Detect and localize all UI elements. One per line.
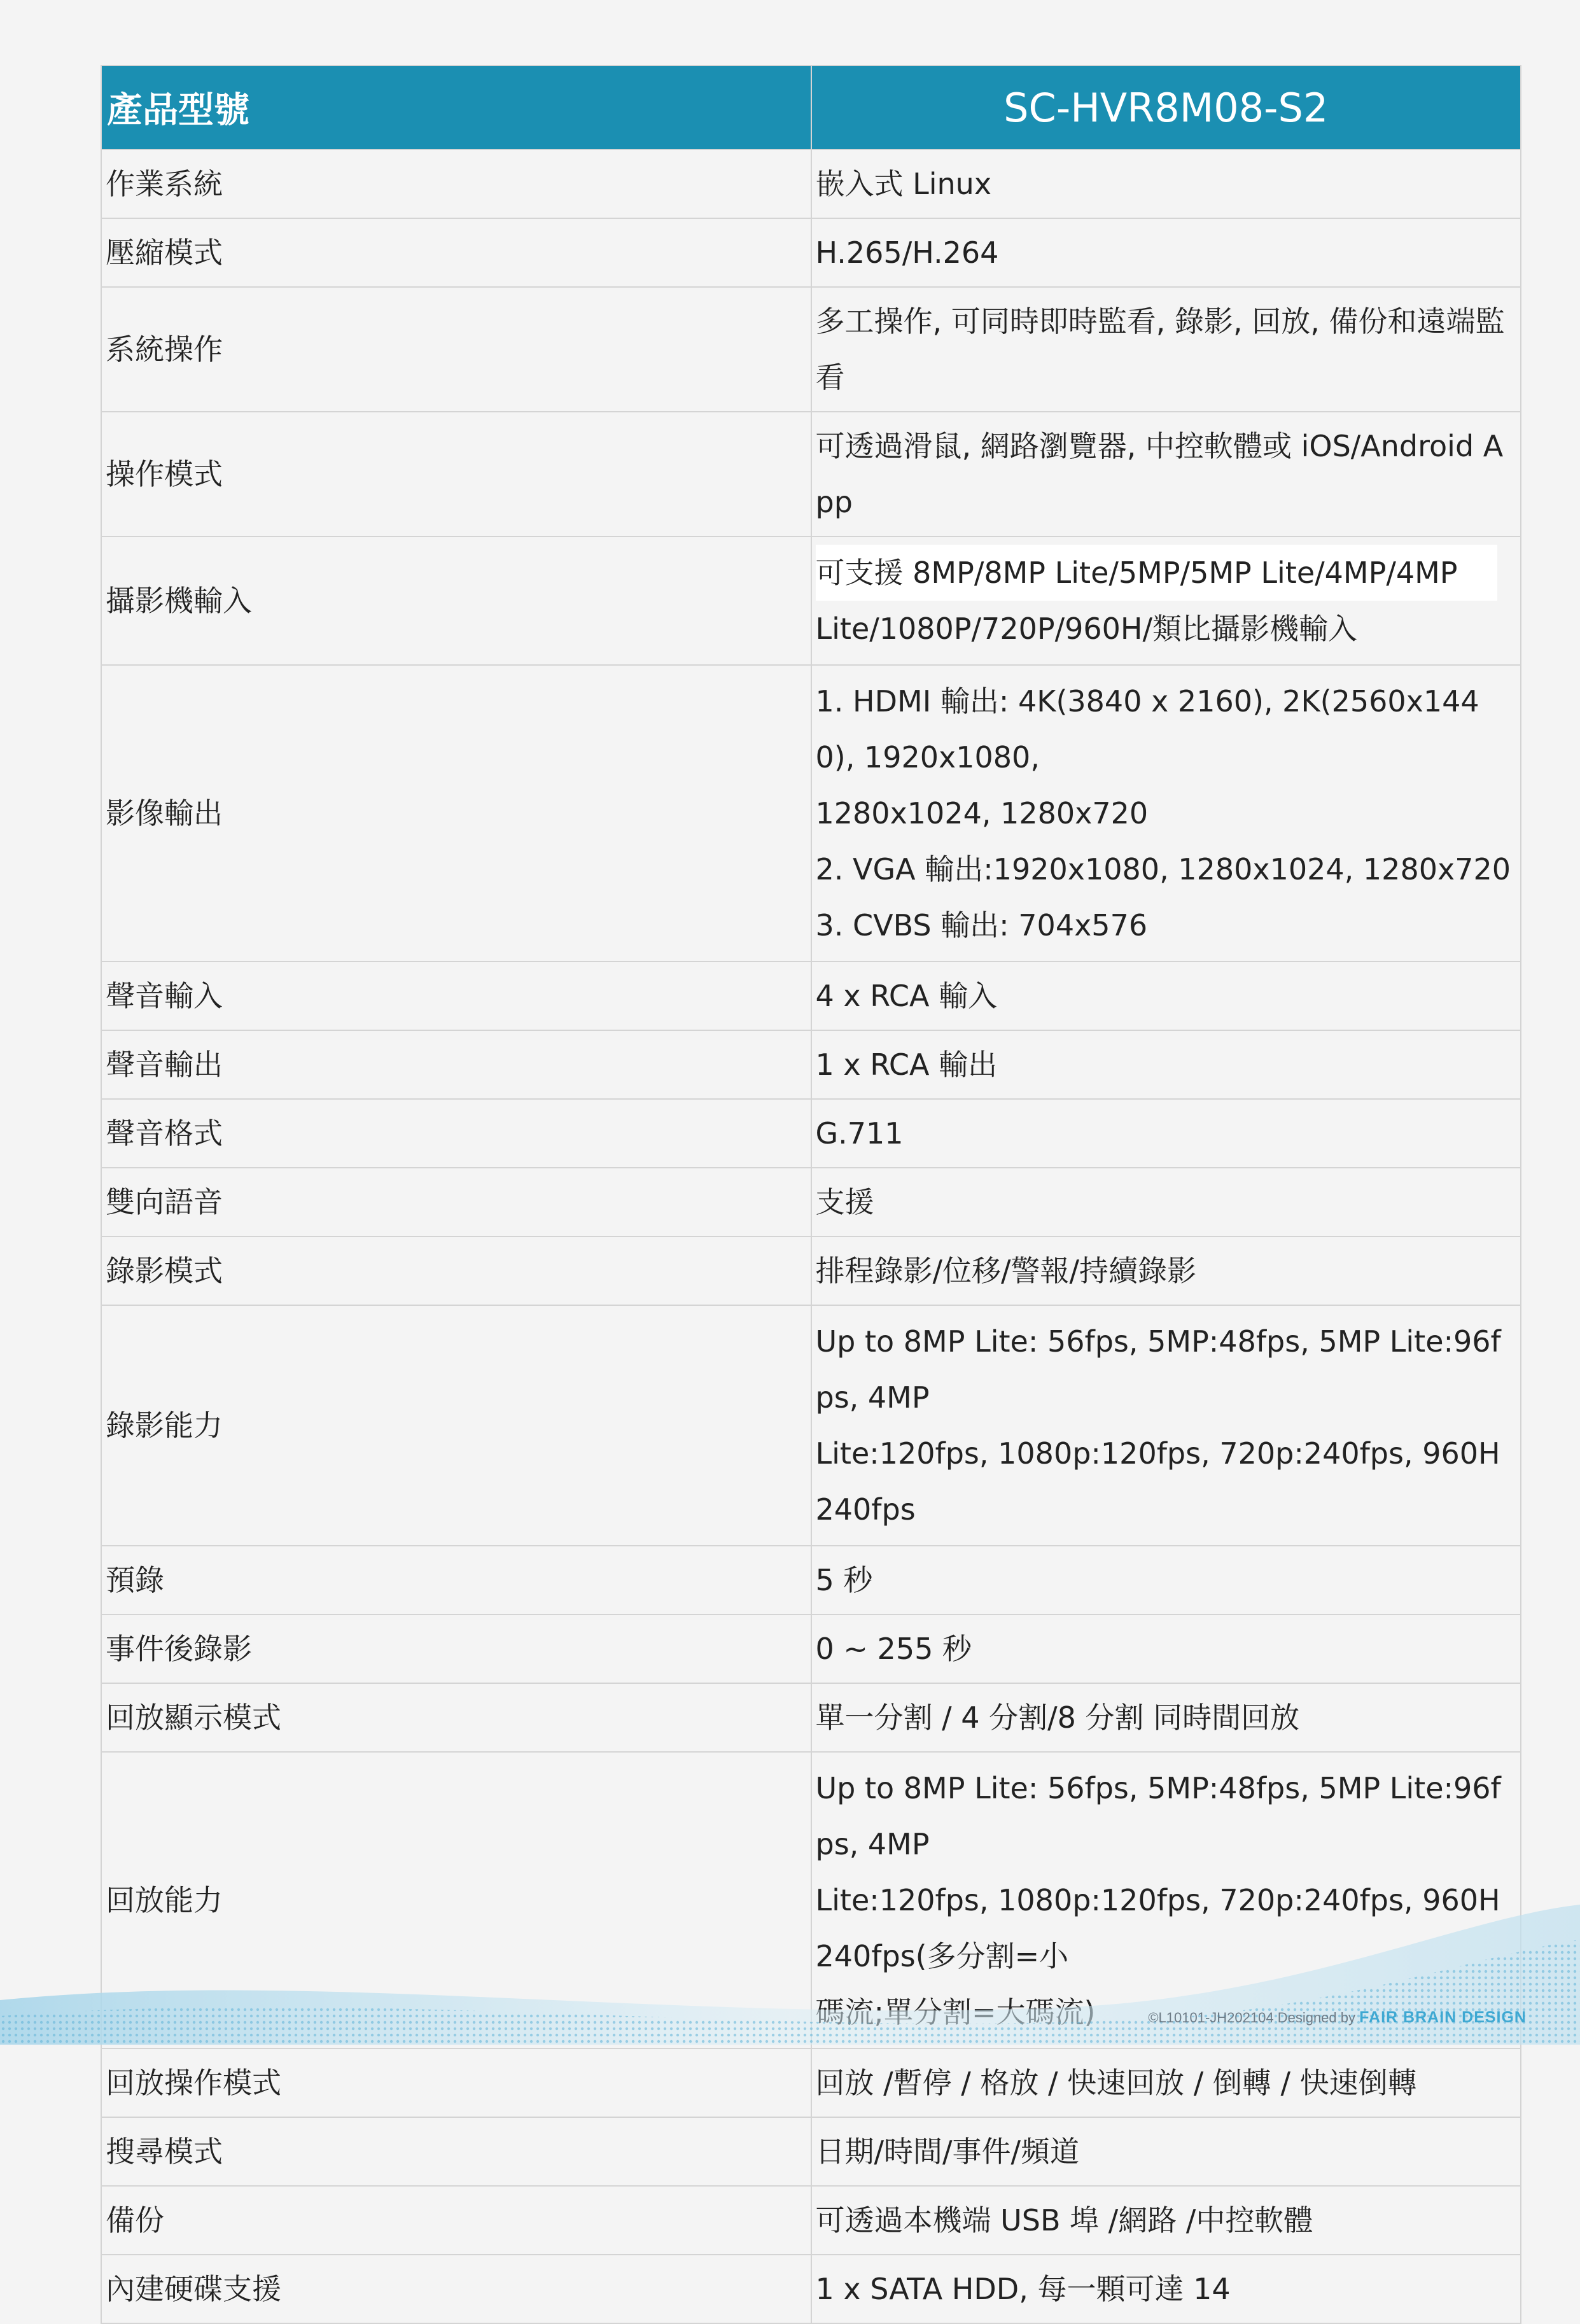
spec-value-line: 5 秒	[815, 1563, 873, 1597]
spec-value	[811, 1236, 1521, 1305]
spec-value-line: 單一分割 / 4 分割/8 分割 同時間回放	[815, 1700, 1300, 1735]
spec-value	[811, 665, 1521, 962]
spec-value-line: 3. CVBS 輸出: 704x576	[815, 908, 1148, 942]
spec-value	[811, 412, 1521, 536]
spec-value	[811, 1030, 1521, 1099]
spec-value-line: 4 x RCA 輸入	[815, 979, 998, 1013]
spec-value-line: 支援	[815, 1185, 874, 1219]
designer-brand: FAIR BRAIN DESIGN	[1359, 2008, 1527, 2026]
spec-value-line: Lite/1080P/720P/960H/類比攝影機輸入	[815, 612, 1357, 646]
table-row	[101, 1683, 1521, 1752]
table-row	[101, 962, 1521, 1030]
spec-value-line: 回放 /暫停 / 格放 / 快速回放 / 倒轉 / 快速倒轉	[815, 2066, 1417, 2100]
spec-value-line: 可透過本機端 USB 埠 /網路 /中控軟體	[815, 2203, 1313, 2237]
spec-label: 攝影機輸入	[101, 536, 811, 665]
spec-label: 聲音輸入	[101, 962, 811, 1030]
spec-value-line: 可透過滑鼠, 網路瀏覽器, 中控軟體或 iOS/Android App	[815, 429, 1504, 519]
spec-label: 搜尋模式	[101, 2117, 811, 2186]
spec-value-line: 可支援 8MP/8MP Lite/5MP/5MP Lite/4MP/4MP	[816, 545, 1498, 601]
model-number: SC-HVR8M08-S2	[811, 66, 1521, 150]
spec-value	[811, 2117, 1521, 2186]
spec-value-line: 2. VGA 輸出:1920x1080, 1280x1024, 1280x720	[815, 852, 1511, 886]
spec-value	[811, 1683, 1521, 1752]
spec-label: 回放操作模式	[101, 2048, 811, 2117]
spec-value	[811, 536, 1521, 665]
spec-value	[811, 2255, 1521, 2323]
table-row	[101, 1030, 1521, 1099]
spec-value	[811, 1099, 1521, 1168]
spec-label: 備份	[101, 2186, 811, 2255]
spec-label: 雙向語音	[101, 1168, 811, 1236]
spec-label: 錄影能力	[101, 1305, 811, 1546]
footer-credit	[1148, 2008, 1527, 2027]
spec-value-line: G.711	[815, 1116, 904, 1151]
spec-value	[811, 218, 1521, 287]
table-row	[101, 412, 1521, 536]
designed-by-text: Designed by	[1277, 2010, 1356, 2026]
table-row	[101, 1546, 1521, 1614]
spec-value-line: Up to 8MP Lite: 56fps, 5MP:48fps, 5MP Lite:96fps, 4MP	[815, 1324, 1501, 1415]
table-row	[101, 287, 1521, 412]
spec-label: 內建硬碟支援	[101, 2255, 811, 2323]
spec-value-line: 1280x1024, 1280x720	[815, 796, 1149, 830]
spec-value-line: 1 x RCA 輸出	[815, 1047, 998, 1082]
spec-value	[811, 2048, 1521, 2117]
table-row	[101, 2186, 1521, 2255]
spec-value-line: 排程錄影/位移/警報/持續錄影	[815, 1254, 1196, 1288]
spec-value	[811, 1614, 1521, 1683]
spec-label: 錄影模式	[101, 1236, 811, 1305]
table-row	[101, 1614, 1521, 1683]
table-row	[101, 1236, 1521, 1305]
spec-label: 作業系統	[101, 150, 811, 218]
spec-value-line: Lite:120fps, 1080p:120fps, 720p:240fps, 960H 240fps(多分割=小	[815, 1883, 1500, 1973]
spec-label: 壓縮模式	[101, 218, 811, 287]
spec-value	[811, 962, 1521, 1030]
spec-label: 影像輸出	[101, 665, 811, 962]
spec-label: 系統操作	[101, 287, 811, 412]
table-row	[101, 2255, 1521, 2323]
table-header-row	[101, 66, 1521, 150]
header-label: 產品型號	[101, 66, 811, 150]
table-row	[101, 1168, 1521, 1236]
table-row	[101, 665, 1521, 962]
spec-value-line: 多工操作, 可同時即時監看, 錄影, 回放, 備份和遠端監看	[815, 304, 1505, 395]
document-code: ©L10101-JH202104	[1148, 2010, 1274, 2026]
spec-value-line: Up to 8MP Lite: 56fps, 5MP:48fps, 5MP Lite:96fps, 4MP	[815, 1771, 1501, 1861]
spec-label: 事件後錄影	[101, 1614, 811, 1683]
spec-label: 聲音格式	[101, 1099, 811, 1168]
table-row	[101, 218, 1521, 287]
spec-value-line: Lite:120fps, 1080p:120fps, 720p:240fps, 960H 240fps	[815, 1436, 1500, 1527]
spec-value	[811, 2186, 1521, 2255]
spec-value-line: 1. HDMI 輸出: 4K(3840 x 2160), 2K(2560x1440), 1920x1080,	[815, 684, 1479, 774]
spec-value	[811, 1546, 1521, 1614]
spec-label: 聲音輸出	[101, 1030, 811, 1099]
table-row	[101, 536, 1521, 665]
spec-label: 操作模式	[101, 412, 811, 536]
spec-value-line: 0 ~ 255 秒	[815, 1632, 972, 1666]
spec-value-line: 1 x SATA HDD, 每一顆可達 14	[815, 2272, 1231, 2306]
spec-label: 回放顯示模式	[101, 1683, 811, 1752]
table-row	[101, 2117, 1521, 2186]
table-row	[101, 150, 1521, 218]
spec-label: 回放能力	[101, 1752, 811, 2048]
spec-value	[811, 150, 1521, 218]
table-row	[101, 1305, 1521, 1546]
table-row	[101, 1099, 1521, 1168]
spec-value-line: 嵌入式 Linux	[815, 167, 992, 201]
table-row	[101, 2048, 1521, 2117]
spec-value-line: H.265/H.264	[815, 235, 999, 270]
spec-value	[811, 1305, 1521, 1546]
spec-label: 預錄	[101, 1546, 811, 1614]
spec-value	[811, 287, 1521, 412]
spec-value-line: 日期/時間/事件/頻道	[815, 2134, 1079, 2169]
spec-value	[811, 1168, 1521, 1236]
